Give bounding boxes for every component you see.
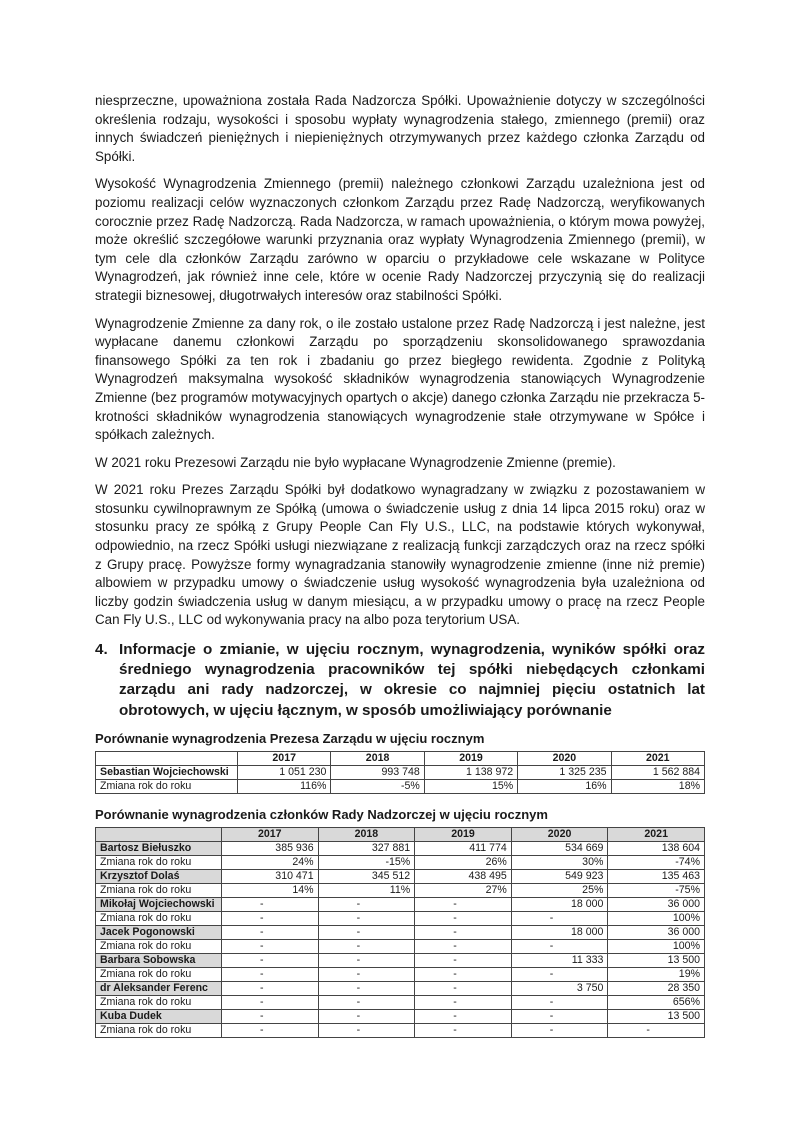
row-label: Zmiana rok do roku	[96, 883, 222, 897]
value-cell: 310 471	[222, 869, 319, 883]
table1-caption: Porównanie wynagrodzenia Prezesa Zarządu w ujęciu rocznym	[95, 730, 485, 746]
value-cell: -	[608, 1023, 705, 1037]
value-cell: 26%	[415, 855, 512, 869]
value-cell: -74%	[608, 855, 705, 869]
row-label: Zmiana rok do roku	[96, 911, 222, 925]
value-cell: 30%	[511, 855, 608, 869]
value-cell: -	[222, 995, 319, 1009]
row-label: Zmiana rok do roku	[96, 967, 222, 981]
year-header: 2018	[331, 751, 424, 765]
value-cell: -	[222, 925, 319, 939]
header-row	[96, 751, 705, 765]
value-cell: -	[415, 939, 512, 953]
value-cell: -	[415, 967, 512, 981]
value-cell: 993 748	[331, 765, 424, 779]
supervisory-board-remuneration-table	[95, 827, 705, 1038]
table-row	[96, 925, 705, 939]
value-cell: 36 000	[608, 897, 705, 911]
value-cell: 13 500	[608, 953, 705, 967]
value-cell: 15%	[424, 779, 517, 793]
value-cell: -	[511, 911, 608, 925]
year-header: 2021	[611, 751, 704, 765]
value-cell: 135 463	[608, 869, 705, 883]
value-cell: 1 562 884	[611, 765, 704, 779]
value-cell: -	[318, 953, 415, 967]
value-cell: 11%	[318, 883, 415, 897]
value-cell: -	[511, 967, 608, 981]
value-cell: 27%	[415, 883, 512, 897]
table-row	[96, 897, 705, 911]
paragraph-2: Wysokość Wynagrodzenia Zmiennego (premii) należnego członkowi Zarządu uzależniona jest od poziomu realizacji celów wyznaczonych członkom Zarządu przez Radę Nadzorczą, weryfikowanych corocznie przez Radę Nadzorczą. Rada Nadzorcza, w ramach upoważnienia, o którym mowa powyżej, może określić szczegółowe warunki przyznania oraz wypłaty Wynagrodzenia Zmiennego (premii), w tym cele dla członków Zarządu zarówno w oparciu o przykładowe cele wskazane w Polityce Wynagrodzeń, jak również inne cele, które w ocenie Rady Nadzorczej przyczynią się do realizacji strategii biznesowej, długotrwałych interesów oraz stabilności Spółki.	[95, 176, 705, 303]
value-cell: -	[415, 1009, 512, 1023]
value-cell: -	[511, 939, 608, 953]
table-row	[96, 855, 705, 869]
value-cell: 138 604	[608, 841, 705, 855]
table-row	[96, 1009, 705, 1023]
value-cell: -	[318, 981, 415, 995]
value-cell: -	[222, 939, 319, 953]
value-cell: -	[222, 1009, 319, 1023]
row-label: Zmiana rok do roku	[96, 855, 222, 869]
value-cell: -	[222, 953, 319, 967]
year-header: 2020	[511, 827, 608, 841]
value-cell: -	[511, 1023, 608, 1037]
value-cell: 18 000	[511, 897, 608, 911]
value-cell: 116%	[238, 779, 331, 793]
document-page	[95, 92, 705, 1050]
paragraph-5: W 2021 roku Prezes Zarządu Spółki był dodatkowo wynagradzany w związku z pozostawaniem w stosunku cywilnoprawnym ze Spółką (umowa o świadczenie usług z dnia 14 lipca 2015 roku) oraz w stosunku pracy ze spółką z Grupy People Can Fly U.S., LLC, na podstawie których wykonywał, odpowiednio, na rzecz Spółki usługi niezwiązane z realizacją funkcji zarządczych oraz na rzecz spółki z Grupy pracę. Powyższe formy wynagradzania stanowiły wynagrodzenie zmienne (inne niż premie) albowiem w przypadku umowy o świadczenie usług wysokość wynagrodzenia była uzależniona od liczby godzin świadczenia usług w danym miesiącu, a w przypadku umowy o pracę na rzecz People Can Fly U.S., LLC od wykonywania pracy na albo poza terytorium USA.	[95, 482, 705, 628]
table-row	[96, 939, 705, 953]
value-cell: -	[415, 953, 512, 967]
row-label: Zmiana rok do roku	[96, 939, 222, 953]
value-cell: -	[318, 1023, 415, 1037]
value-cell: -	[511, 995, 608, 1009]
table-row	[96, 953, 705, 967]
value-cell: 100%	[608, 939, 705, 953]
table-row	[96, 1023, 705, 1037]
value-cell: 36 000	[608, 925, 705, 939]
year-header: 2017	[222, 827, 319, 841]
table-row	[96, 779, 705, 793]
value-cell: -	[415, 897, 512, 911]
section-number: 4.	[95, 641, 108, 659]
value-cell: 1 138 972	[424, 765, 517, 779]
row-label: Jacek Pogonowski	[96, 925, 222, 939]
value-cell: -	[318, 995, 415, 1009]
row-label: Zmiana rok do roku	[96, 779, 238, 793]
value-cell: 13 500	[608, 1009, 705, 1023]
value-cell: 19%	[608, 967, 705, 981]
value-cell: -	[415, 911, 512, 925]
value-cell: -	[318, 925, 415, 939]
row-label: Zmiana rok do roku	[96, 995, 222, 1009]
table-row	[96, 967, 705, 981]
table2-caption: Porównanie wynagrodzenia członków Rady Nadzorczej w ujęciu rocznym	[95, 806, 548, 822]
value-cell: -	[318, 911, 415, 925]
table-row	[96, 981, 705, 995]
value-cell: -	[415, 981, 512, 995]
value-cell: -	[415, 925, 512, 939]
ceo-remuneration-table	[95, 751, 705, 794]
value-cell: 25%	[511, 883, 608, 897]
value-cell: 438 495	[415, 869, 512, 883]
table-row	[96, 911, 705, 925]
value-cell: -	[222, 1023, 319, 1037]
row-label: Krzysztof Dolaś	[96, 869, 222, 883]
year-header: 2020	[518, 751, 611, 765]
year-header: 2019	[424, 751, 517, 765]
year-header: 2019	[415, 827, 512, 841]
value-cell: 411 774	[415, 841, 512, 855]
value-cell: -	[318, 1009, 415, 1023]
row-label: Zmiana rok do roku	[96, 1023, 222, 1037]
table-row	[96, 869, 705, 883]
table-row	[96, 765, 705, 779]
value-cell: 24%	[222, 855, 319, 869]
year-header: 2021	[608, 827, 705, 841]
value-cell: -	[318, 939, 415, 953]
value-cell: 18%	[611, 779, 704, 793]
value-cell: 549 923	[511, 869, 608, 883]
value-cell: 14%	[222, 883, 319, 897]
value-cell: -	[222, 981, 319, 995]
table-row	[96, 995, 705, 1009]
value-cell: -5%	[331, 779, 424, 793]
header-row	[96, 827, 705, 841]
row-label: Sebastian Wojciechowski	[96, 765, 238, 779]
value-cell: 16%	[518, 779, 611, 793]
value-cell: 28 350	[608, 981, 705, 995]
value-cell: 1 325 235	[518, 765, 611, 779]
section-heading	[95, 640, 705, 721]
row-label: Barbara Sobowska	[96, 953, 222, 967]
paragraph-3: Wynagrodzenie Zmienne za dany rok, o ile zostało ustalone przez Radę Nadzorczą i jest należne, jest wypłacane danemu członkowi Zarządu po sporządzeniu skonsolidowanego sprawozdania finansowego Spółki za ten rok i zbadaniu go przez biegłego rewidenta. Zgodnie z Polityką Wynagrodzeń maksymalna wysokość składników wynagrodzenia stanowiących Wynagrodzenie Zmienne (bez programów motywacyjnych opartych o akcje) danego członka Zarządu nie przekracza 5-krotności składników wynagrodzenia stanowiących wynagrodzenie stałe otrzymywane w Spółce i spółkach zależnych.	[95, 315, 705, 443]
value-cell: 1 051 230	[238, 765, 331, 779]
header-blank-cell	[96, 751, 238, 765]
row-label: dr Aleksander Ferenc	[96, 981, 222, 995]
value-cell: 534 669	[511, 841, 608, 855]
value-cell: 18 000	[511, 925, 608, 939]
row-label: Kuba Dudek	[96, 1009, 222, 1023]
value-cell: -	[318, 897, 415, 911]
value-cell: -75%	[608, 883, 705, 897]
section-title: Informacje o zmianie, w ujęciu rocznym, wynagrodzenia, wyników spółki oraz średniego wynagrodzenia pracowników tej spółki niebędących członkami zarządu ani rady nadzorczej, w okresie co najmniej pięciu ostatnich lat obrotowych, w ujęciu łącznym, w sposób umożliwiający porównanie	[119, 641, 705, 719]
paragraph-4: W 2021 roku Prezesowi Zarządu nie było wypłacane Wynagrodzenie Zmienne (premie).	[95, 454, 616, 470]
value-cell: 327 881	[318, 841, 415, 855]
value-cell: -	[222, 897, 319, 911]
value-cell: 385 936	[222, 841, 319, 855]
value-cell: -	[415, 995, 512, 1009]
table-row	[96, 841, 705, 855]
value-cell: 11 333	[511, 953, 608, 967]
header-blank-cell	[96, 827, 222, 841]
value-cell: -15%	[318, 855, 415, 869]
row-label: Bartosz Biełuszko	[96, 841, 222, 855]
paragraph-1: niesprzeczne, upoważniona została Rada Nadzorcza Spółki. Upoważnienie dotyczy w szczególności określenia rodzaju, wysokości i sposobu wypłaty wynagrodzenia stałego, zmiennego (premii) oraz innych świadczeń pieniężnych i niepieniężnych otrzymywanych przez każdego członka Zarządu od Spółki.	[95, 93, 705, 164]
value-cell: -	[511, 1009, 608, 1023]
value-cell: -	[222, 911, 319, 925]
value-cell: 345 512	[318, 869, 415, 883]
row-label: Mikołaj Wojciechowski	[96, 897, 222, 911]
value-cell: 656%	[608, 995, 705, 1009]
value-cell: -	[222, 967, 319, 981]
value-cell: 100%	[608, 911, 705, 925]
value-cell: -	[415, 1023, 512, 1037]
year-header: 2017	[238, 751, 331, 765]
table-row	[96, 883, 705, 897]
year-header: 2018	[318, 827, 415, 841]
value-cell: -	[318, 967, 415, 981]
value-cell: 3 750	[511, 981, 608, 995]
